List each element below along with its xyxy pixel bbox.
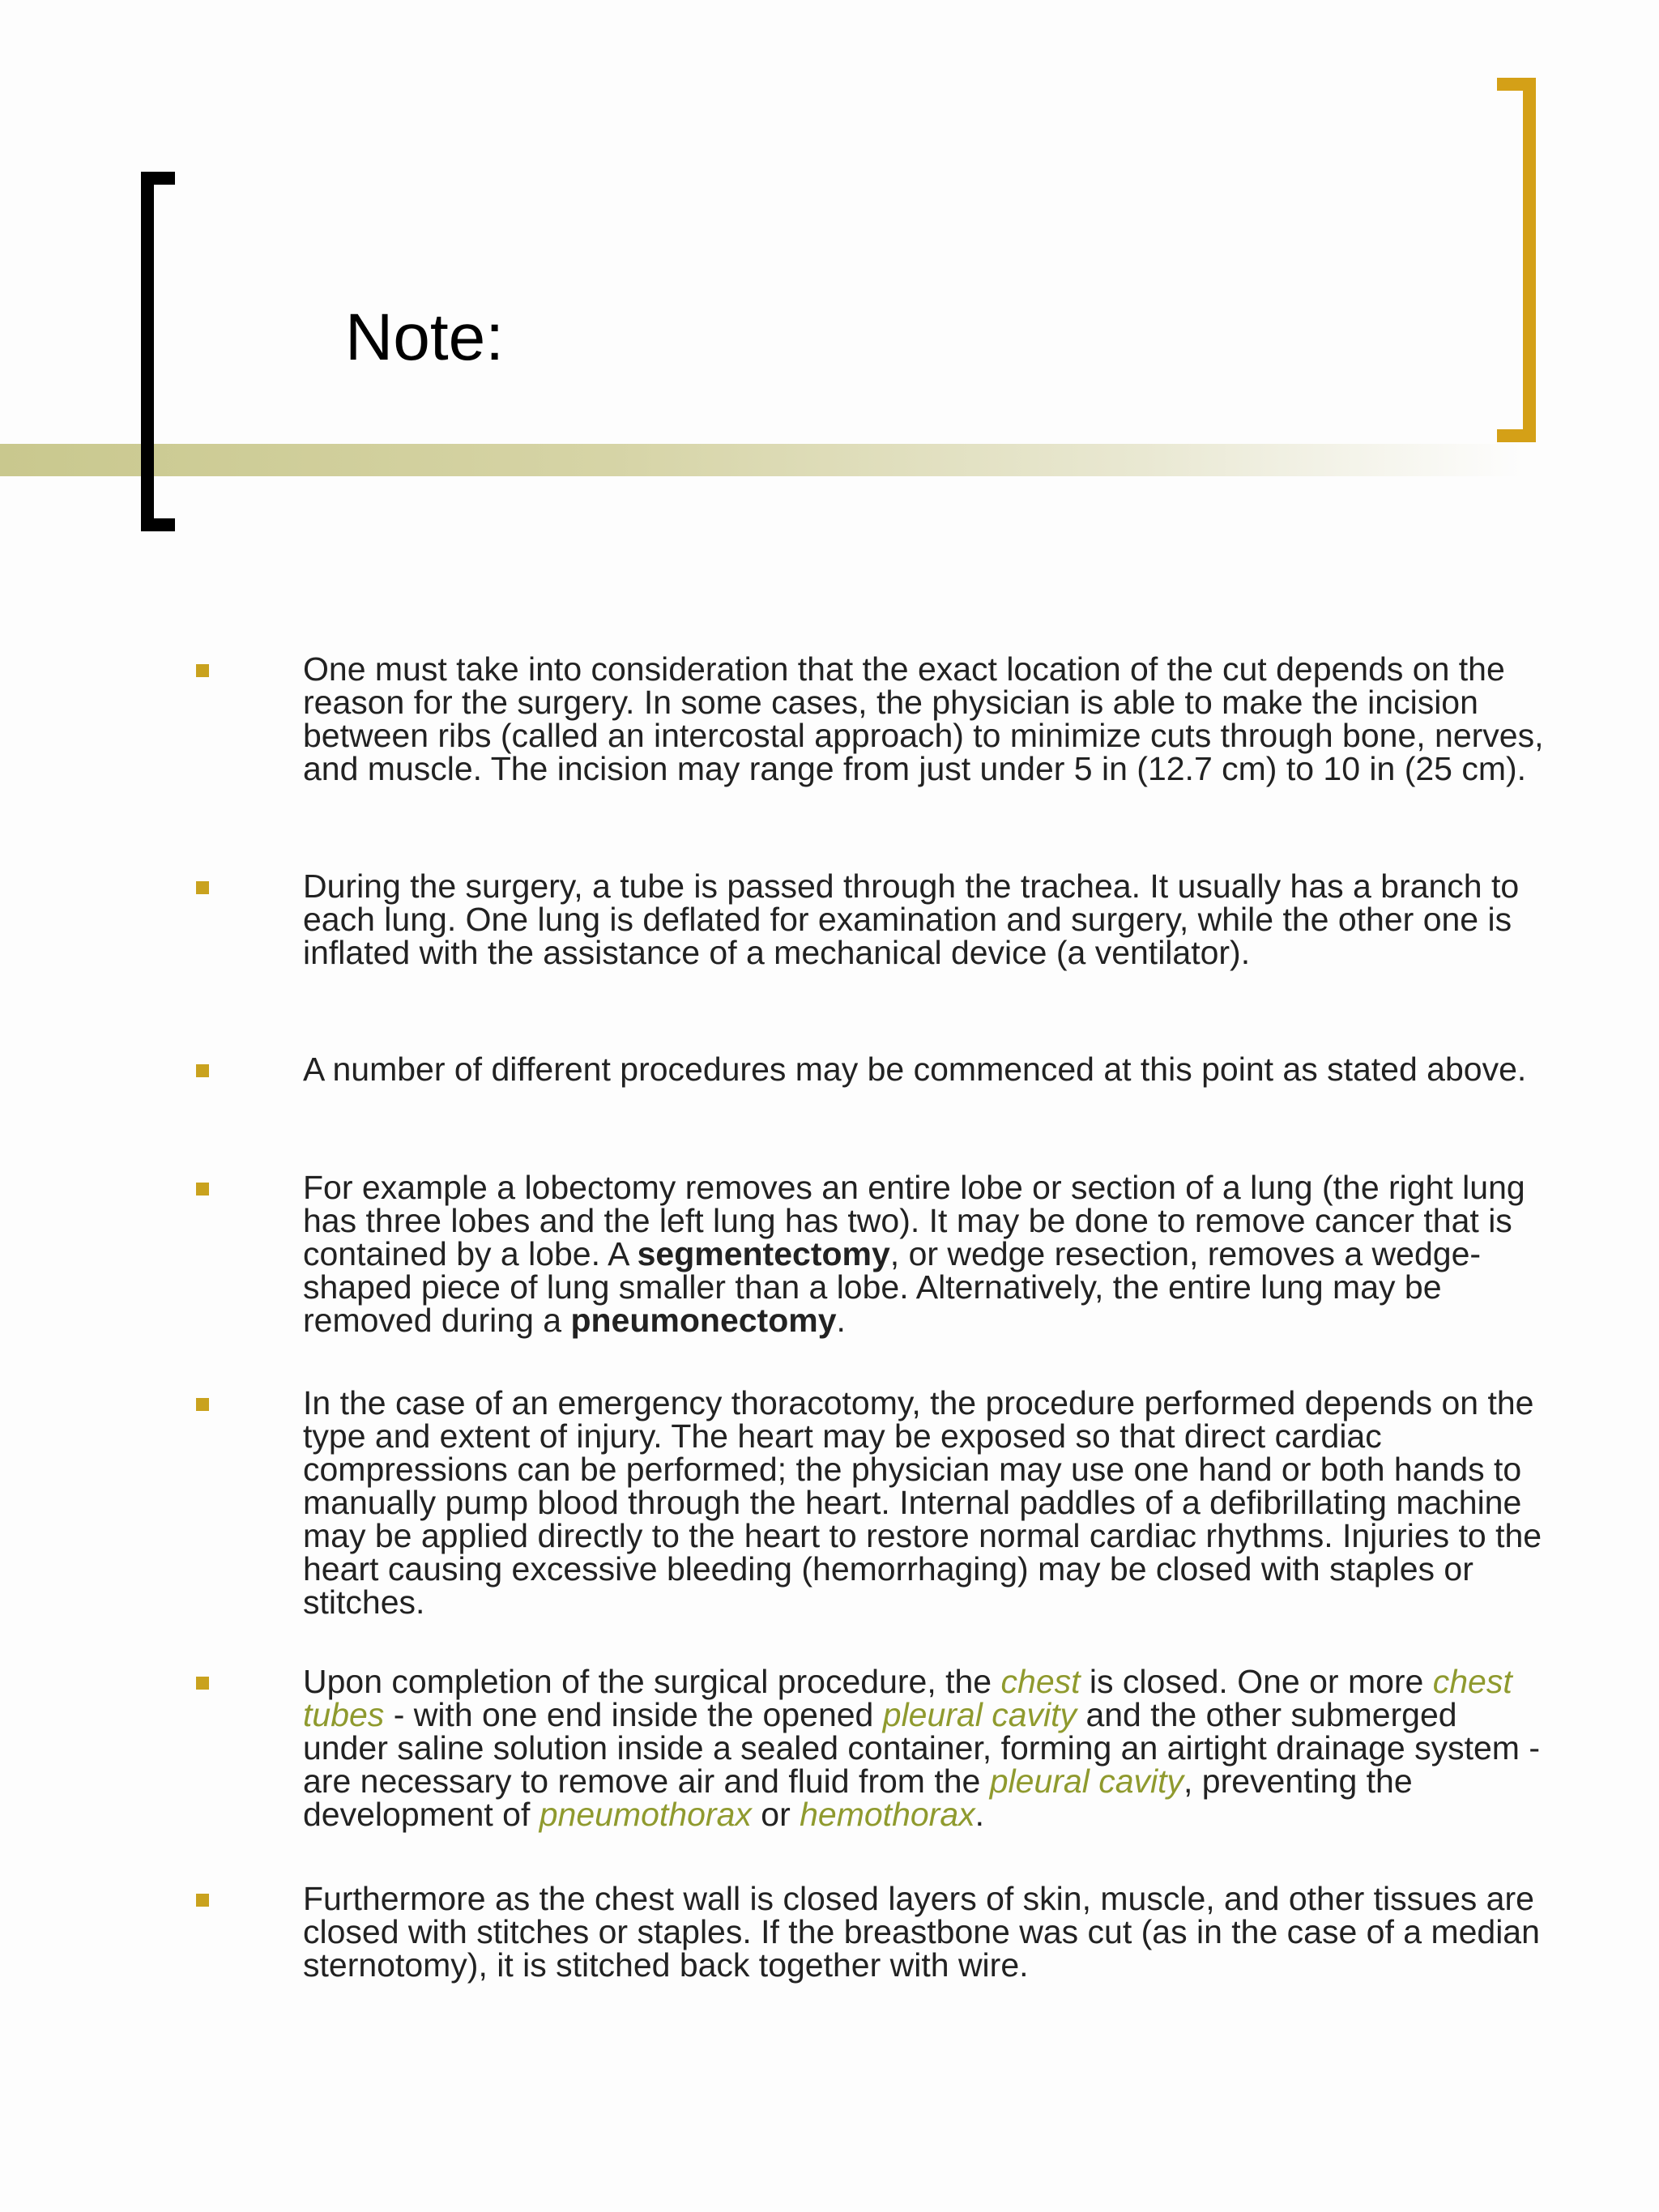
link-chest[interactable]: chest	[1000, 1663, 1081, 1700]
bullet-square-icon	[196, 1677, 209, 1690]
bullet-square-icon	[196, 1064, 209, 1077]
term-segmentectomy: segmentectomy	[637, 1235, 890, 1272]
text-run: , preventing the development of	[303, 1762, 1413, 1833]
bullet-square-icon	[196, 1398, 209, 1411]
link-pneumothorax[interactable]: pneumothorax	[539, 1796, 752, 1833]
bullet-text: Furthermore as the chest wall is closed layers of skin, muscle, and other tissues are closed with stitches or staples. If the breastbone was cut (as in the case of a median sternotomy), it is stitched back together with wire.	[303, 1880, 1540, 1984]
bullet-square-icon	[196, 881, 209, 894]
text-run: , or wedge resection, removes a wedge-shaped piece of lung smaller than a lobe. Alternatively, the entire lung may be removed during a	[303, 1235, 1482, 1339]
link-hemothorax[interactable]: hemothorax	[800, 1796, 975, 1833]
bullet-text	[303, 1665, 1550, 1831]
bullet-square-icon	[196, 1183, 209, 1196]
text-run: .	[975, 1796, 985, 1833]
link-pleural-cavity[interactable]: pleural cavity	[882, 1696, 1077, 1733]
text-run: Upon completion of the surgical procedure, the	[303, 1663, 1001, 1700]
text-run: - with one end inside the opened	[384, 1696, 883, 1733]
link-chest-tubes[interactable]: chest tubes	[303, 1663, 1512, 1733]
text-run: .	[836, 1302, 846, 1339]
bullet-text: In the case of an emergency thoracotomy, the procedure performed depends on the type and extent of injury. The heart may be exposed so that direct cardiac compressions can be performed; the physician may use one hand or both hands to manually pump blood through the heart. Internal paddles of a defibrillating machine may be applied directly to the heart to restore normal cardiac rhythms. Injuries to the heart causing excessive bleeding (hemorrhaging) may be closed with staples or stitches.	[303, 1384, 1542, 1621]
bullet-text: A number of different procedures may be commenced at this point as stated above.	[303, 1051, 1527, 1088]
text-run: is closed. One or more	[1080, 1663, 1433, 1700]
link-pleural-cavity[interactable]: pleural cavity	[989, 1762, 1184, 1800]
bullet-square-icon	[196, 1894, 209, 1907]
term-pneumonectomy: pneumonectomy	[570, 1302, 837, 1339]
text-run: or	[751, 1796, 800, 1833]
slide-title: Note:	[345, 300, 504, 374]
bullet-text	[303, 1171, 1550, 1337]
bullet-text: During the surgery, a tube is passed through the trachea. It usually has a branch to each lung. One lung is deflated for examination and surgery, while the other one is inflated with the assistance of a mechanical device (a ventilator).	[303, 867, 1520, 971]
bullet-text: One must take into consideration that the exact location of the cut depends on the reason for the surgery. In some cases, the physician is able to make the incision between ribs (called an intercostal approach) to minimize cuts through bone, nerves, and muscle. The incision may range from just under 5 in (12.7 cm) to 10 in (25 cm).	[303, 650, 1544, 787]
bullet-square-icon	[196, 664, 209, 677]
text-run: and the other submerged under saline solution inside a sealed container, forming an airtight drainage system - are necessary to remove air and fluid from the	[303, 1696, 1540, 1800]
text-run: For example a lobectomy removes an entire lobe or section of a lung (the right lung has three lobes and the left lung has two). It may be done to remove cancer that is contained by a lobe. A	[303, 1169, 1525, 1272]
